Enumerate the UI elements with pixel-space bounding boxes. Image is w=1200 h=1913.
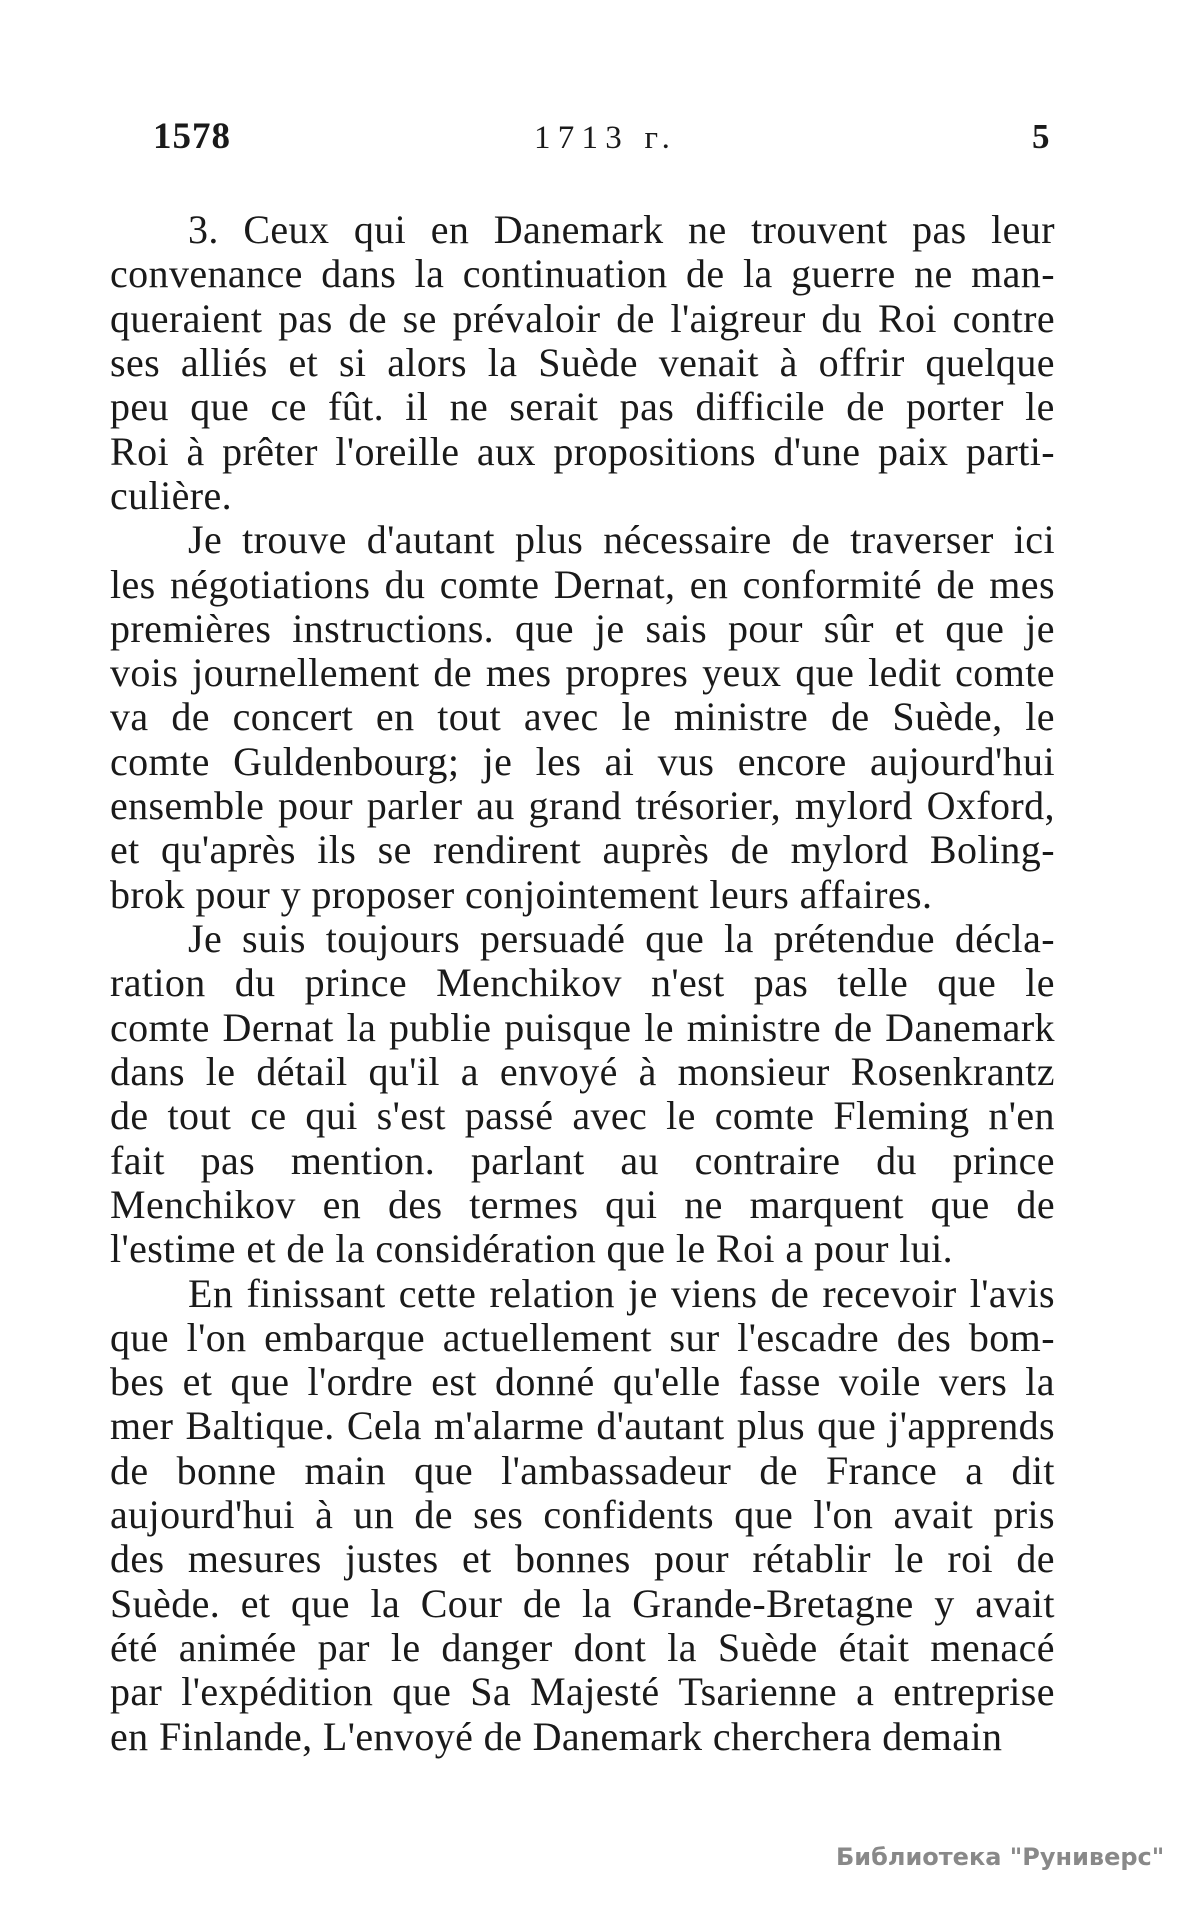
text-paragraph [110, 1272, 1055, 1759]
text-line: ration du prince Menchikov n'est pas telle que le [110, 960, 1055, 1006]
text-line: va de concert en tout avec le ministre de Suède, le [110, 694, 1055, 740]
text-line: culière. [110, 472, 233, 518]
year-heading: 1713 г. [534, 120, 678, 156]
archive-number: 1578 [153, 116, 231, 157]
text-line: que l'on embarque actuellement sur l'escadre des bom- [110, 1314, 1055, 1360]
text-line: bes et que l'ordre est donné qu'elle fasse voile vers la [110, 1359, 1055, 1405]
text-line: par l'expédition que Sa Majesté Tsarienne a entreprise [110, 1669, 1055, 1715]
text-line: peu que ce fût. il ne serait pas difficile de porter le [110, 384, 1055, 430]
text-line: Je suis toujours persuadé que la prétendue décla- [188, 916, 1055, 961]
text-line: 3. Ceux qui en Danemark ne trouvent pas leur [188, 207, 1055, 252]
page-body [110, 208, 1055, 1759]
text-line: Menchikov en des termes qui ne marquent que de [110, 1181, 1055, 1227]
text-line: vois journellement de mes propres yeux que ledit comte [110, 650, 1055, 696]
text-line: premières instructions. que je sais pour sûr et que je [110, 605, 1055, 651]
text-line: les négotiations du comte Dernat, en conformité de mes [110, 561, 1055, 607]
text-paragraph [110, 518, 1055, 917]
text-line: de tout ce qui s'est passé avec le comte Fleming n'en [110, 1093, 1055, 1139]
text-line: aujourd'hui à un de ses confidents que l'on avait pris [110, 1492, 1055, 1538]
text-line: été animée par le danger dont la Suède était menacé [110, 1625, 1055, 1670]
text-line: queraient pas de se prévaloir de l'aigreur du Roi contre [110, 295, 1055, 341]
text-line: Je trouve d'autant plus nécessaire de traverser ici [188, 517, 1055, 563]
text-paragraph [110, 208, 1055, 518]
text-line: fait pas mention. parlant au contraire du prince [110, 1137, 1055, 1183]
text-paragraph [110, 917, 1055, 1272]
text-line: ses alliés et si alors la Suède venait à offrir quelque [110, 339, 1055, 385]
text-line: dans le détail qu'il a envoyé à monsieur Rosenkrantz [110, 1048, 1055, 1094]
text-line: de bonne main que l'ambassadeur de France a dit [110, 1447, 1055, 1493]
text-line: convenance dans la continuation de la guerre ne man- [110, 251, 1055, 297]
text-line: l'estime et de la considération que le Roi a pour lui. [110, 1226, 954, 1272]
text-line: comte Dernat la publie puisque le ministre de Danemark [110, 1004, 1055, 1050]
text-line: ensemble pour parler au grand trésorier, mylord Oxford, [110, 783, 1055, 829]
text-line: en Finlande, L'envoyé de Danemark cherchera demain [110, 1713, 1003, 1759]
text-line: des mesures justes et bonnes pour rétablir le roi de [110, 1536, 1055, 1582]
text-line: En finissant cette relation je viens de recevoir l'avis [188, 1270, 1055, 1316]
text-line: et qu'après ils se rendirent auprès de mylord Boling- [110, 827, 1055, 873]
text-line: Roi à prêter l'oreille aux propositions d'une paix parti- [110, 428, 1055, 474]
footer-watermark: Библиотека "Руниверс" [836, 1843, 1165, 1871]
text-line: brok pour y proposer conjointement leurs affaires. [110, 871, 933, 917]
text-line: comte Guldenbourg; je les ai vus encore aujourd'hui [110, 738, 1055, 784]
text-line: mer Baltique. Cela m'alarme d'autant plus que j'apprends [110, 1403, 1055, 1449]
text-line: Suède. et que la Cour de la Grande-Bretagne y avait [110, 1580, 1055, 1626]
page-number: 5 [1032, 117, 1050, 156]
